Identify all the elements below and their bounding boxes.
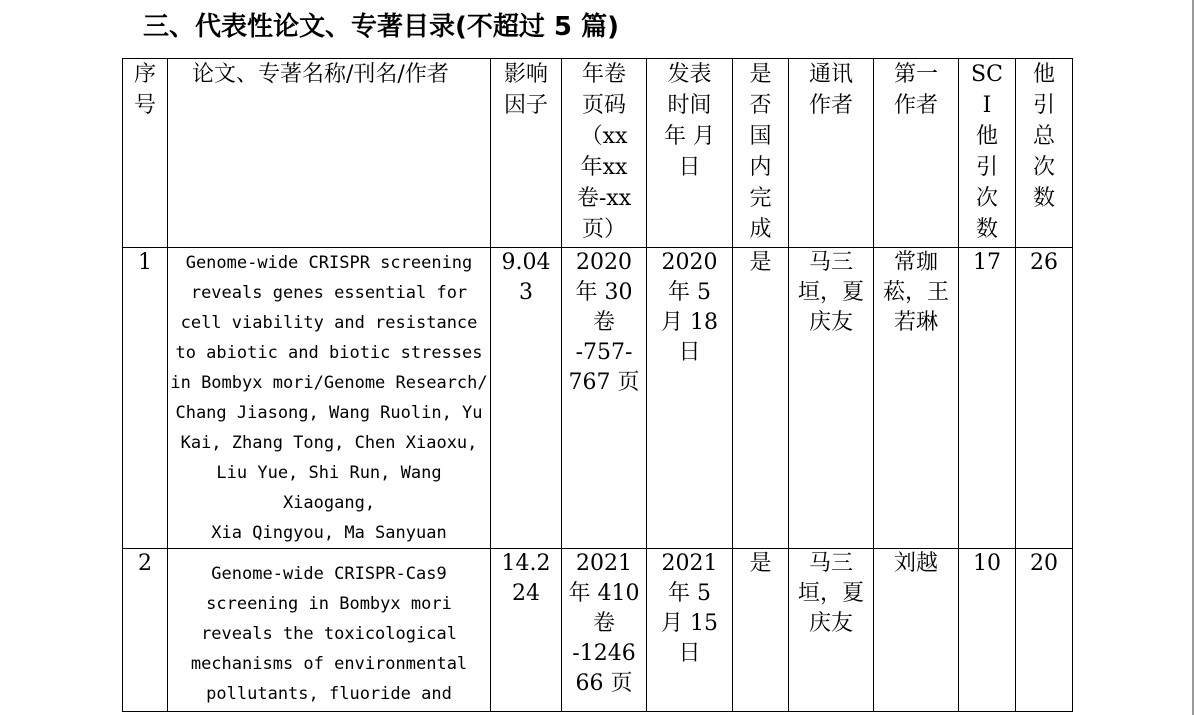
row-impact-factor xyxy=(491,248,562,549)
cell-line: reveals genes essential for xyxy=(190,283,468,303)
cell-line: 庆友 xyxy=(808,310,853,335)
cell-line: 页） xyxy=(581,217,626,242)
cell-line: 序 xyxy=(133,62,156,87)
section-title: 三、代表性论文、专著目录(不超过 5 篇) xyxy=(143,12,619,42)
cell-line: 成 xyxy=(749,217,772,242)
cell-line: 3 xyxy=(519,280,533,305)
cell-line: 他 xyxy=(1032,62,1055,87)
header-domestic xyxy=(733,59,789,248)
header-impact-factor xyxy=(491,59,562,248)
cell-line: 总 xyxy=(1032,124,1055,149)
cell-line: 年 月 xyxy=(664,124,715,149)
cell-line: 9.04 xyxy=(501,250,551,275)
cell-line: 年xx xyxy=(580,155,628,180)
cell-line: cell viability and resistance xyxy=(180,313,478,333)
table-row xyxy=(123,549,1073,712)
header-index xyxy=(123,59,168,248)
cell-line: 常珈 xyxy=(893,250,938,275)
cell-line: 因子 xyxy=(503,93,548,118)
cell-line: 引 xyxy=(975,155,998,180)
cell-line: 垣，夏 xyxy=(797,280,864,305)
cell-line: 引 xyxy=(1032,93,1055,118)
cell-line: 次 xyxy=(1032,155,1055,180)
cell-line: Xia Qingyou, Ma Sanyuan xyxy=(211,523,447,543)
cell-line: 日 xyxy=(678,340,701,365)
row-total-citations: 20 xyxy=(1016,549,1073,712)
cell-line: 马三 xyxy=(808,250,853,275)
row-domestic: 是 xyxy=(733,549,789,712)
cell-line: 数 xyxy=(975,217,998,242)
papers-table xyxy=(122,58,1073,712)
header-sci-citations xyxy=(959,59,1016,248)
header-pub-date xyxy=(647,59,733,248)
cell-line: screening in Bombyx mori xyxy=(206,594,452,614)
cell-line: to abiotic and biotic stresses xyxy=(175,343,483,363)
cell-line: 影响 xyxy=(503,62,548,87)
header-volume-pages xyxy=(562,59,647,248)
cell-line: SC xyxy=(971,62,1003,87)
cell-line: 次 xyxy=(975,186,998,211)
table-header-row xyxy=(123,59,1073,248)
cell-line: 页码 xyxy=(581,93,626,118)
cell-line: 是 xyxy=(749,62,772,87)
cell-line: 内 xyxy=(749,155,772,180)
cell-line: 2021 xyxy=(661,551,718,576)
cell-line: 66 页 xyxy=(575,671,633,696)
cell-line: 号 xyxy=(133,93,156,118)
cell-line: Liu Yue, Shi Run, Wang Xiaogang, xyxy=(216,463,442,513)
header-title xyxy=(168,59,491,248)
cell-line: 庆友 xyxy=(808,611,853,636)
cell-line: 月 15 xyxy=(661,611,718,636)
row-sci-citations: 17 xyxy=(959,248,1016,549)
cell-line: 刘越 xyxy=(893,551,938,576)
cell-line: 卷 xyxy=(592,611,615,636)
cell-line: mechanisms of environmental xyxy=(190,654,468,674)
row-total-citations: 26 xyxy=(1016,248,1073,549)
cell-line: 14.2 xyxy=(501,551,551,576)
header-total-citations xyxy=(1016,59,1073,248)
row-title xyxy=(168,549,491,712)
cell-line: 时间 xyxy=(667,93,712,118)
row-first-author xyxy=(874,549,959,712)
cell-line: 年卷 xyxy=(581,62,626,87)
cell-line: 卷 xyxy=(592,310,615,335)
cell-line: 通讯 xyxy=(808,62,853,87)
header-first-author xyxy=(874,59,959,248)
cell-line: -1246 xyxy=(572,641,636,666)
table-row xyxy=(123,248,1073,549)
row-sci-citations: 10 xyxy=(959,549,1016,712)
cell-line: -757- xyxy=(575,340,633,365)
cell-line: 卷-xx xyxy=(576,186,632,211)
cell-line: 若琳 xyxy=(893,310,938,335)
cell-line: Genome-wide CRISPR-Cas9 xyxy=(211,564,447,584)
row-index: 1 xyxy=(123,248,168,549)
cell-line: 菘，王 xyxy=(882,280,949,305)
cell-line: 作者 xyxy=(893,93,938,118)
cell-line: 年 5 xyxy=(668,581,711,606)
cell-line: 日 xyxy=(678,155,701,180)
cell-line: 年 30 xyxy=(575,280,633,305)
cell-line: 他 xyxy=(975,124,998,149)
cell-line: Chang Jiasong, Wang Ruolin, Yu xyxy=(175,403,483,423)
cell-line: 完 xyxy=(749,186,772,211)
cell-line: 作者 xyxy=(808,93,853,118)
cell-line: 垣，夏 xyxy=(797,581,864,606)
cell-line: 第一 xyxy=(893,62,938,87)
cell-line: 年 410 xyxy=(568,581,640,606)
cell-line: 论文、专著名称/刊名/作者 xyxy=(192,62,449,87)
cell-line: 24 xyxy=(512,581,540,606)
row-index: 2 xyxy=(123,549,168,712)
row-domestic: 是 xyxy=(733,248,789,549)
cell-line: Genome-wide CRISPR screening xyxy=(185,253,473,273)
cell-line: 国 xyxy=(749,124,772,149)
row-pub-date xyxy=(647,248,733,549)
cell-line: 2021 xyxy=(576,551,632,576)
row-first-author xyxy=(874,248,959,549)
cell-line: pollutants, fluoride and xyxy=(206,684,452,704)
cell-line: 767 页 xyxy=(568,370,640,395)
row-corresponding-author xyxy=(789,248,874,549)
cell-line: Kai, Zhang Tong, Chen Xiaoxu, xyxy=(180,433,478,453)
row-pub-date xyxy=(647,549,733,712)
cell-line: I xyxy=(982,93,992,118)
row-title xyxy=(168,248,491,549)
cell-line: 发表 xyxy=(667,62,712,87)
header-corresponding-author xyxy=(789,59,874,248)
row-corresponding-author xyxy=(789,549,874,712)
cell-line: 马三 xyxy=(808,551,853,576)
cell-line: 月 18 xyxy=(661,310,718,335)
row-volume-pages xyxy=(562,549,647,712)
cell-line: 2020 xyxy=(661,250,718,275)
cell-line: 数 xyxy=(1032,186,1055,211)
cell-line: 2020 xyxy=(576,250,632,275)
row-impact-factor xyxy=(491,549,562,712)
cell-line: （xx xyxy=(580,124,628,149)
cell-line: reveals the toxicological xyxy=(201,624,457,644)
cell-line: in Bombyx mori/Genome Research/ xyxy=(170,373,488,393)
cell-line: 否 xyxy=(749,93,772,118)
row-volume-pages xyxy=(562,248,647,549)
cell-line: 年 5 xyxy=(668,280,711,305)
cell-line: 日 xyxy=(678,641,701,666)
